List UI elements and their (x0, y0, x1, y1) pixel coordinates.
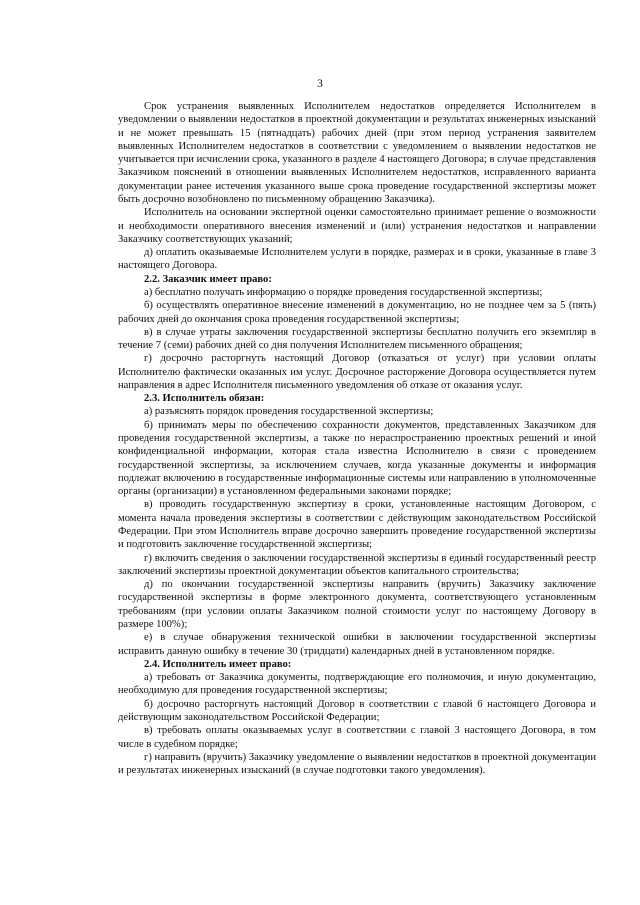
section-heading-2-4: 2.4. Исполнитель имеет право: (144, 658, 292, 670)
document-body (118, 100, 596, 777)
paragraph-2-4-a: а) требовать от Заказчика документы, подтверждающие его полномочия, и иную документацию, необходимую для проведения государственной экспертизы; (118, 672, 596, 697)
section-heading-2-3: 2.3. Исполнитель обязан: (144, 393, 265, 405)
page-number: 3 (317, 78, 323, 90)
paragraph-2-2-a: а) бесплатно получать информацию о порядке проведения государственной экспертизы; (144, 286, 543, 298)
paragraph-2-3-b: б) принимать меры по обеспечению сохранности документов, представленных Заказчиком для проведения государственной экспертизы, а также по нераспространению проектных решений и иной конфиденциальной информации, которая стала известна Исполнителю в связи с проведением государственной экспертизы, за исключением случаев, когда указанные документы и информация подлежат включению в государственные информационные системы или направлению в уполномоченные органы (организации) в установленном федеральными законами порядке; (118, 419, 596, 498)
paragraph-2-4-b: б) досрочно расторгнуть настоящий Договор в соответствии с главой 6 настоящего Договора и действующим законодательством Российской Федерации; (118, 698, 596, 723)
paragraph-2-2-v: в) в случае утраты заключения государственной экспертизы бесплатно получить его экземпляр в течение 7 (семи) рабочих дней со дня получения Исполнителем письменного обращения; (118, 326, 596, 352)
paragraph-2-2-b: б) осуществлять оперативное внесение изменений в документацию, но не позднее чем за 5 (пять) рабочих дней до окончания срока проведения государственной экспертизы; (118, 300, 596, 325)
section-heading-2-2: 2.2. Заказчик имеет право: (144, 273, 272, 285)
paragraph-2-2-g: г) досрочно расторгнуть настоящий Договор (отказаться от услуг) при условии оплаты Исполнителю фактически оказанных им услуг. Досрочное расторжение Договора осуществляется путем направления в адрес Исполнителя письменного уведомления об отказе от оказания услуг. (118, 353, 596, 391)
paragraph-pay-services: д) оплатить оказываемые Исполнителем услуги в порядке, размерах и в сроки, указанные в главе 3 настоящего Договора. (118, 247, 596, 272)
paragraph-2-3-e: е) в случае обнаружения технической ошибки в заключении государственной экспертизы исправить данную ошибку в течение 30 (тридцати) календарных дней в установленном порядке. (118, 632, 596, 657)
paragraph-2-3-a: а) разъяснять порядок проведения государственной экспертизы; (144, 406, 434, 418)
paragraph-2-3-g: г) включить сведения о заключении государственной экспертизы в единый государственный реестр заключений экспертизы проектной документации объектов капитального строительства; (118, 552, 596, 577)
paragraph-2-3-v: в) проводить государственную экспертизу в сроки, установленные настоящим Договором, с момента начала проведения экспертизы в соответствии с действующим законодательством Российской Федерации. При этом Исполнитель вправе досрочно завершить проведение государственной экспертизы и подготовить заключение государственной экспертизы; (118, 499, 596, 551)
paragraph-2-3-d: д) по окончании государственной экспертизы направить (вручить) Заказчику заключение государственной экспертизы в форме электронного документа, соответствующего установленным требованиям (при условии оплаты Заказчиком полной стоимости услуг по настоящему Договору в размере 100%); (118, 579, 596, 630)
paragraph-2-4-g: г) направить (вручить) Заказчику уведомление о выявлении недостатков в проектной документации и результатах инженерных изысканий (в случае подготовки такого уведомления). (118, 751, 596, 777)
paragraph-2-4-v: в) требовать оплаты оказываемых услуг в соответствии с главой 3 настоящего Договора, в том числе в судебном порядке; (118, 725, 596, 750)
paragraph-contractor-decision: Исполнитель на основании экспертной оценки самостоятельно принимает решение о возможности и необходимости оперативного внесения изменений и (или) устранения недостатков и направлении Заказчику соответствующих указаний; (118, 207, 596, 245)
paragraph-deadline: Срок устранения выявленных Исполнителем недостатков определяется Исполнителем в уведомлении о выявлении недостатков в проектной документации и результатах инженерных изысканий и не может превышать 15 (пятнадцать) рабочих дней (при этом период устранения заявителем выявленных Исполнителем недостатков в соответствии с уведомлением о выявлении недостатков не учитывается при исчислении срока, указанного в разделе 4 настоящего Договора; в случае представления Заказчиком пояснений в отношении выявленных Исполнителем недостатков, исправленного варианта документации ранее истечения указанного выше срока проведение государственной экспертизы может быть досрочно возобновлено по письменному обращению Заказчика). (118, 101, 596, 205)
